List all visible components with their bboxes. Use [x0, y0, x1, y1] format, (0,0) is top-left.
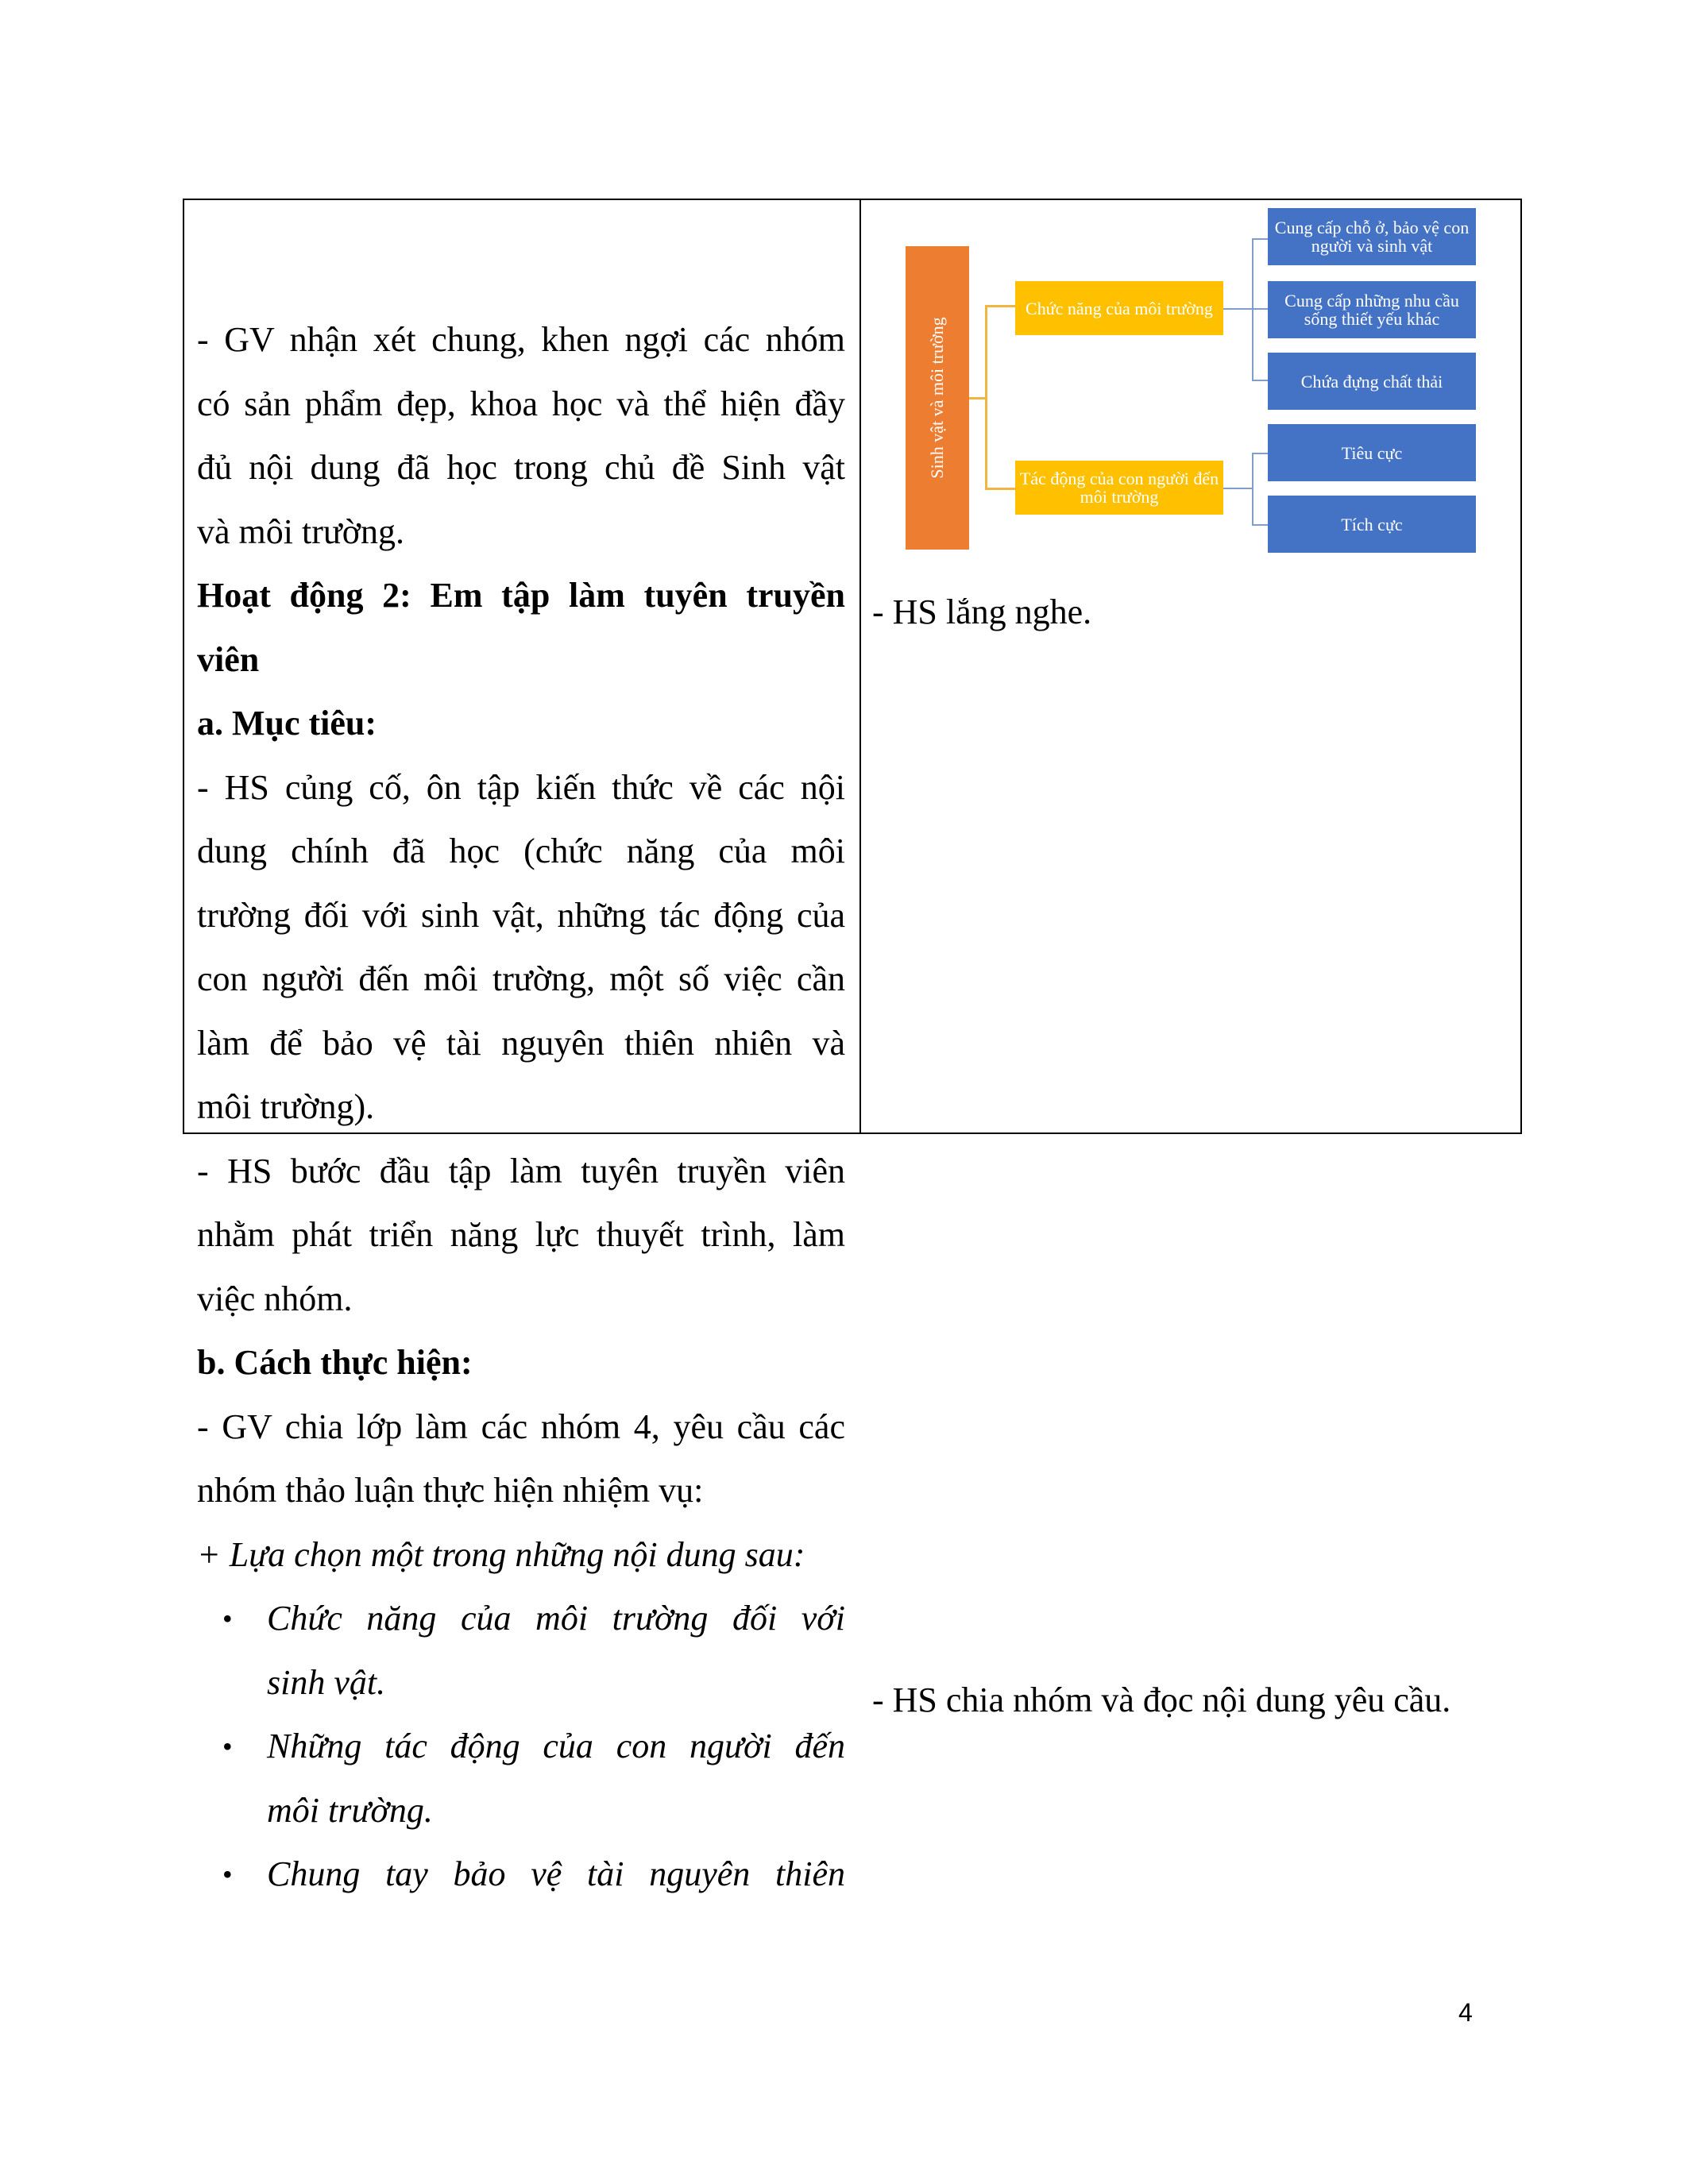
- bullet-icon: •: [222, 1858, 233, 1890]
- objective-line: - HS củng cố, ôn tập kiến thức về các nội: [197, 767, 845, 807]
- connector: [985, 305, 1015, 307]
- objective-line: nhằm phát triển năng lực thuyết trình, làm: [197, 1215, 845, 1254]
- connector: [1252, 524, 1268, 526]
- diagram-leaf: Cung cấp những nhu cầu sống thiết yếu khác: [1268, 281, 1476, 338]
- concept-diagram: [906, 205, 1477, 554]
- diagram-branch: Tác động của con người đến môi trường: [1015, 461, 1223, 515]
- connector: [985, 305, 987, 489]
- diagram-leaf: Cung cấp chỗ ở, bảo vệ con người và sinh vật: [1268, 208, 1476, 265]
- connector: [1223, 488, 1252, 489]
- connector: [1252, 238, 1268, 240]
- objective-heading: a. Mục tiêu:: [197, 704, 377, 743]
- connector: [1252, 308, 1268, 310]
- bullet-item: • Chức năng của môi trường đối với: [197, 1587, 845, 1651]
- connector: [1252, 238, 1253, 381]
- diagram-leaf: Tiêu cực: [1268, 424, 1476, 481]
- right-note-group: - HS chia nhóm và đọc nội dung yêu cầu.: [872, 1680, 1451, 1719]
- objective-line: dung chính đã học (chức năng của môi: [197, 832, 845, 870]
- intro-line: đủ nội dung đã học trong chủ đề Sinh vật: [197, 448, 845, 487]
- connector: [1223, 308, 1252, 310]
- choose-line: + Lựa chọn một trong những nội dung sau:: [197, 1534, 805, 1574]
- objective-line: - HS bước đầu tập làm tuyên truyền viên: [197, 1151, 845, 1190]
- bullet-item-cont: sinh vật.: [267, 1662, 386, 1702]
- diagram-leaf: Tích cực: [1268, 496, 1476, 553]
- activity-heading: Hoạt động 2: Em tập làm tuyên truyền: [197, 576, 845, 615]
- objective-line: trường đối với sinh vật, những tác động của: [197, 895, 845, 935]
- connector: [1252, 453, 1268, 454]
- diagram-branch: Chức năng của môi trường: [1015, 281, 1223, 335]
- intro-line: có sản phẩm đẹp, khoa học và thể hiện đầy: [197, 384, 845, 423]
- connector: [1252, 380, 1268, 381]
- method-line: - GV chia lớp làm các nhóm 4, yêu cầu các: [197, 1406, 845, 1446]
- diagram-leaf: Chứa đựng chất thải: [1268, 353, 1476, 410]
- left-column: [197, 308, 845, 1907]
- connector: [985, 488, 1015, 490]
- page-number: 4: [1458, 1998, 1473, 2027]
- bullet-item-cont: môi trường.: [267, 1790, 433, 1830]
- bullet-item: • Chung tay bảo vệ tài nguyên thiên: [197, 1843, 845, 1907]
- right-note-listen: - HS lắng nghe.: [872, 592, 1092, 631]
- objective-line: việc nhóm.: [197, 1279, 353, 1318]
- column-divider: [859, 199, 861, 1134]
- method-heading: b. Cách thực hiện:: [197, 1343, 473, 1382]
- method-line: nhóm thảo luận thực hiện nhiệm vụ:: [197, 1471, 704, 1510]
- bullet-icon: •: [222, 1731, 233, 1762]
- connector: [1252, 453, 1253, 526]
- objective-line: con người đến môi trường, một số việc cần: [197, 959, 845, 998]
- objective-line: môi trường).: [197, 1087, 375, 1126]
- bullet-icon: •: [222, 1603, 233, 1634]
- diagram-root: Sinh vật và môi trường: [906, 246, 969, 550]
- intro-line: - GV nhận xét chung, khen ngợi các nhóm: [197, 320, 845, 359]
- connector: [969, 397, 985, 399]
- intro-line: và môi trường.: [197, 511, 404, 551]
- objective-line: làm để bảo vệ tài nguyên thiên nhiên và: [197, 1023, 845, 1063]
- bullet-item: • Những tác động của con người đến: [197, 1715, 845, 1779]
- activity-heading-cont: viên: [197, 639, 260, 679]
